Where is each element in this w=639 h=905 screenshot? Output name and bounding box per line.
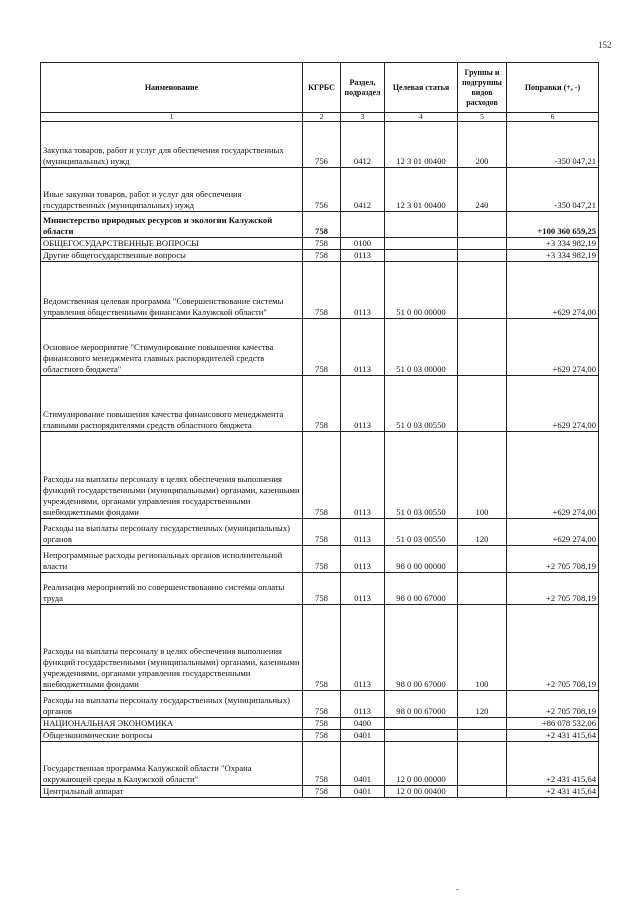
table-row — [41, 122, 599, 168]
table-row — [41, 691, 599, 718]
row-target: 98 0 00 00000 — [385, 546, 458, 573]
row-kgrbs: 758 — [303, 250, 341, 262]
row-kgrbs: 758 — [303, 742, 341, 786]
table-row — [41, 376, 599, 432]
row-name: Государственная программа Калужской области "Охрана окружающей среды в Калужской области" — [41, 742, 303, 786]
row-amount: +86 078 532,06 — [507, 718, 599, 730]
row-section: 0412 — [341, 168, 385, 212]
row-group — [458, 212, 507, 238]
column-number: 6 — [507, 113, 599, 122]
row-section: 0113 — [341, 250, 385, 262]
row-amount: +2 705 708,19 — [507, 605, 599, 691]
row-target: 12 0 00 00000 — [385, 742, 458, 786]
table-row — [41, 262, 599, 319]
scan-speck — [456, 889, 459, 890]
row-section: 0113 — [341, 546, 385, 573]
row-name: Расходы на выплаты персоналу государственных (муниципальных) органов — [41, 519, 303, 546]
row-kgrbs: 758 — [303, 605, 341, 691]
row-name: Центральный аппарат — [41, 786, 303, 798]
row-name: Закупка товаров, работ и услуг для обеспечения государственных (муниципальных) нужд — [41, 122, 303, 168]
row-name: Министерство природных ресурсов и экологии Калужской области — [41, 212, 303, 238]
header-kgrbs: КГРБС — [303, 63, 341, 113]
row-target — [385, 250, 458, 262]
row-kgrbs: 758 — [303, 238, 341, 250]
row-target: 51 0 03 00550 — [385, 376, 458, 432]
row-group — [458, 718, 507, 730]
row-group — [458, 250, 507, 262]
table-row — [41, 605, 599, 691]
table-row — [41, 573, 599, 605]
row-group — [458, 742, 507, 786]
row-name: Стимулирование повышения качества финансового менеджмента главными распорядителями средств областного бюджета — [41, 376, 303, 432]
row-amount: +2 431 415,64 — [507, 730, 599, 742]
row-target: 98 0 00 67000 — [385, 691, 458, 718]
row-target — [385, 212, 458, 238]
table-row — [41, 742, 599, 786]
table-row — [41, 730, 599, 742]
row-group — [458, 730, 507, 742]
row-amount: +2 431 415,64 — [507, 786, 599, 798]
row-target: 51 0 03 00550 — [385, 519, 458, 546]
header-row — [41, 63, 599, 113]
row-section: 0401 — [341, 742, 385, 786]
row-target: 12 3 01 00400 — [385, 168, 458, 212]
row-group: 120 — [458, 519, 507, 546]
row-kgrbs: 758 — [303, 432, 341, 519]
row-amount: -350 047,21 — [507, 122, 599, 168]
row-target: 51 0 03 00000 — [385, 319, 458, 376]
table-row — [41, 212, 599, 238]
row-kgrbs: 758 — [303, 376, 341, 432]
row-target: 98 0 00 67000 — [385, 605, 458, 691]
row-section: 0113 — [341, 432, 385, 519]
header-amendments: Поправки (+, -) — [507, 63, 599, 113]
row-name: Основное мероприятие "Стимулирование повышения качества финансового менеджмента главных распорядителей средств областного бюджета" — [41, 319, 303, 376]
row-target: 12 3 01 00400 — [385, 122, 458, 168]
row-kgrbs: 758 — [303, 573, 341, 605]
row-group: 240 — [458, 168, 507, 212]
row-name: Иные закупки товаров, работ и услуг для обеспечения государственных (муниципальных) нужд — [41, 168, 303, 212]
row-target — [385, 718, 458, 730]
row-kgrbs: 758 — [303, 730, 341, 742]
row-section: 0113 — [341, 519, 385, 546]
row-section: 0113 — [341, 376, 385, 432]
header-section: Раздел, подраздел — [341, 63, 385, 113]
row-name: Расходы на выплаты персоналу государственных (муниципальных) органов — [41, 691, 303, 718]
row-section: 0412 — [341, 122, 385, 168]
table-row — [41, 519, 599, 546]
row-target: 98 0 00 67000 — [385, 573, 458, 605]
row-amount: +2 705 708,19 — [507, 546, 599, 573]
table-row — [41, 718, 599, 730]
row-amount: +2 705 708,19 — [507, 573, 599, 605]
row-group: 100 — [458, 432, 507, 519]
row-amount: +3 334 982,19 — [507, 250, 599, 262]
row-name: Общеэкономические вопросы — [41, 730, 303, 742]
row-group — [458, 376, 507, 432]
column-number: 1 — [41, 113, 303, 122]
row-amount: +629 274,00 — [507, 519, 599, 546]
page-number: 152 — [598, 40, 612, 50]
row-amount: +3 334 982,19 — [507, 238, 599, 250]
row-section: 0401 — [341, 730, 385, 742]
row-amount: +2 705 708,19 — [507, 691, 599, 718]
row-kgrbs: 758 — [303, 546, 341, 573]
row-section: 0100 — [341, 238, 385, 250]
column-number-row — [41, 113, 599, 122]
row-group — [458, 262, 507, 319]
row-target: 51 0 03 00550 — [385, 432, 458, 519]
table-row — [41, 238, 599, 250]
budget-amendments-table — [40, 62, 599, 798]
column-number: 2 — [303, 113, 341, 122]
table-row — [41, 319, 599, 376]
row-amount: +629 274,00 — [507, 432, 599, 519]
row-section: 0113 — [341, 262, 385, 319]
table-row — [41, 250, 599, 262]
row-target: 12 0 00 00400 — [385, 786, 458, 798]
row-target: 51 0 00 00000 — [385, 262, 458, 319]
row-group: 120 — [458, 691, 507, 718]
table-row — [41, 168, 599, 212]
row-name: Реализация мероприятий по совершенствованию системы оплаты труда — [41, 573, 303, 605]
row-name: Расходы на выплаты персоналу в целях обеспечения выполнения функций государственными (муниципальными) органами, казенными учреждениями, органами управления государственными внебюджетными фондами — [41, 605, 303, 691]
row-target — [385, 238, 458, 250]
column-number: 5 — [458, 113, 507, 122]
table-row — [41, 546, 599, 573]
row-section: 0113 — [341, 691, 385, 718]
row-amount: +100 360 659,25 — [507, 212, 599, 238]
row-group — [458, 546, 507, 573]
header-target: Целевая статья — [385, 63, 458, 113]
row-amount: +2 431 415,64 — [507, 742, 599, 786]
row-kgrbs: 756 — [303, 122, 341, 168]
row-name: НАЦИОНАЛЬНАЯ ЭКОНОМИКА — [41, 718, 303, 730]
row-name: Непрограммные расходы региональных органов исполнительной власти — [41, 546, 303, 573]
row-kgrbs: 758 — [303, 718, 341, 730]
row-group — [458, 238, 507, 250]
row-amount: +629 274,00 — [507, 376, 599, 432]
row-kgrbs: 758 — [303, 319, 341, 376]
table-row — [41, 786, 599, 798]
row-kgrbs: 758 — [303, 786, 341, 798]
row-kgrbs: 758 — [303, 262, 341, 319]
row-section: 0400 — [341, 718, 385, 730]
row-name: Другие общегосударственные вопросы — [41, 250, 303, 262]
table-row — [41, 432, 599, 519]
row-group — [458, 786, 507, 798]
row-section: 0113 — [341, 605, 385, 691]
row-group: 100 — [458, 605, 507, 691]
header-name: Наименование — [41, 63, 303, 113]
row-kgrbs: 758 — [303, 691, 341, 718]
row-kgrbs: 758 — [303, 519, 341, 546]
row-amount: +629 274,00 — [507, 262, 599, 319]
row-section — [341, 212, 385, 238]
column-number: 4 — [385, 113, 458, 122]
row-group: 200 — [458, 122, 507, 168]
row-name: ОБЩЕГОСУДАРСТВЕННЫЕ ВОПРОСЫ — [41, 238, 303, 250]
row-name: Расходы на выплаты персоналу в целях обеспечения выполнения функций государственными (муниципальными) органами, казенными учреждениями, органами управления государственными внебюджетными фондами — [41, 432, 303, 519]
row-amount: +629 274,00 — [507, 319, 599, 376]
row-group — [458, 573, 507, 605]
column-number: 3 — [341, 113, 385, 122]
row-target — [385, 730, 458, 742]
row-kgrbs: 758 — [303, 212, 341, 238]
row-group — [458, 319, 507, 376]
row-name: Ведомственная целевая программа "Совершенствование системы управления общественными финансами Калужской области" — [41, 262, 303, 319]
row-section: 0401 — [341, 786, 385, 798]
row-section: 0113 — [341, 573, 385, 605]
row-kgrbs: 756 — [303, 168, 341, 212]
row-amount: -350 047,21 — [507, 168, 599, 212]
row-section: 0113 — [341, 319, 385, 376]
header-groups: Группы и подгруппы видов расходов — [458, 63, 507, 113]
